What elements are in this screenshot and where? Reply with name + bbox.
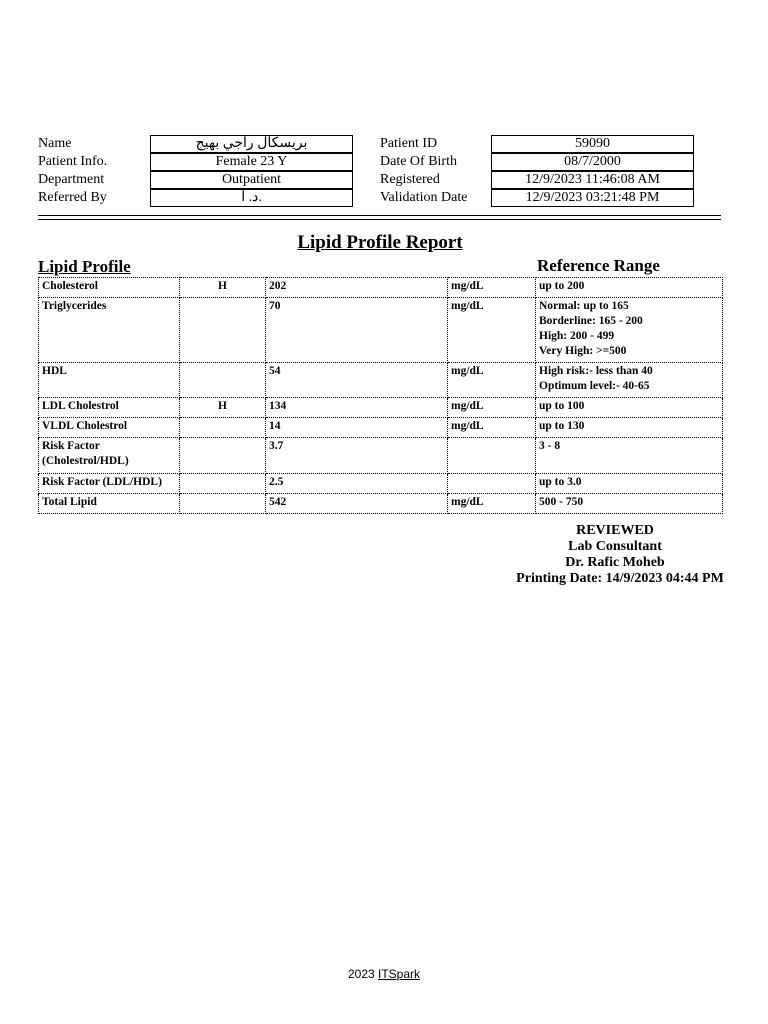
department-label: Department xyxy=(38,172,105,187)
flag-cell xyxy=(180,438,266,474)
reference-range-line: High: 200 - 499 xyxy=(539,330,615,342)
name-label: Name xyxy=(38,136,72,151)
dob-label: Date Of Birth xyxy=(380,154,457,169)
flag-cell: H xyxy=(180,278,266,298)
validation-date-label: Validation Date xyxy=(380,190,468,205)
report-title: Lipid Profile Report xyxy=(297,232,463,253)
registered-field: 12/9/2023 11:46:08 AM xyxy=(491,171,694,189)
referred-by-field: د. ا. xyxy=(150,189,353,207)
flag-cell xyxy=(180,418,266,438)
unit-cell: mg/dL xyxy=(448,298,536,363)
unit-cell xyxy=(448,438,536,474)
validation-date-field: 12/9/2023 03:21:48 PM xyxy=(491,189,694,207)
table-row xyxy=(39,474,723,494)
footer xyxy=(0,967,768,981)
reference-range-cell xyxy=(536,298,723,363)
patient-id-label: Patient ID xyxy=(380,136,438,151)
flag-cell xyxy=(180,298,266,363)
unit-cell: mg/dL xyxy=(448,418,536,438)
reference-range-line: Optimum level:- 40-65 xyxy=(539,380,650,392)
reference-range-line: 3 - 8 xyxy=(539,440,561,452)
registered-label: Registered xyxy=(380,172,440,187)
flag-cell xyxy=(180,363,266,398)
section-title: Lipid Profile xyxy=(38,257,131,276)
dob-field: 08/7/2000 xyxy=(491,153,694,171)
reference-range-line: up to 100 xyxy=(539,400,585,412)
header-divider-bottom xyxy=(38,219,721,220)
test-name-cell: LDL Cholestrol xyxy=(39,398,180,418)
table-row xyxy=(39,418,723,438)
reference-range-cell xyxy=(536,438,723,474)
unit-cell: mg/dL xyxy=(448,398,536,418)
table-row xyxy=(39,278,723,298)
result-value-cell: 14 xyxy=(266,418,448,438)
result-value-cell: 134 xyxy=(266,398,448,418)
reference-range-line: Normal: up to 165 xyxy=(539,300,629,312)
reference-range-line: up to 3.0 xyxy=(539,476,582,488)
result-value-cell: 2.5 xyxy=(266,474,448,494)
result-value-cell: 542 xyxy=(266,494,448,514)
test-name-cell: Risk Factor (LDL/HDL) xyxy=(39,474,180,494)
flag-cell: H xyxy=(180,398,266,418)
test-name-cell: HDL xyxy=(39,363,180,398)
consultant-name: Dr. Rafic Moheb xyxy=(565,555,665,570)
patient-info-field: Female 23 Y xyxy=(150,153,353,171)
reference-range-line: up to 130 xyxy=(539,420,585,432)
reference-range-line: Borderline: 165 - 200 xyxy=(539,315,643,327)
reference-range-line: 500 - 750 xyxy=(539,496,584,508)
footer-year: 2023 xyxy=(347,967,375,981)
unit-cell: mg/dL xyxy=(448,494,536,514)
patient-info-label: Patient Info. xyxy=(38,154,108,169)
unit-cell xyxy=(448,474,536,494)
table-row xyxy=(39,438,723,474)
consultant-role: Lab Consultant xyxy=(568,539,662,554)
results-table xyxy=(38,277,723,514)
printing-date: Printing Date: 14/9/2023 04:44 PM xyxy=(516,571,724,586)
table-row xyxy=(39,494,723,514)
test-name-cell: Total Lipid xyxy=(39,494,180,514)
test-name-cell: VLDL Cholestrol xyxy=(39,418,180,438)
reference-range-cell xyxy=(536,363,723,398)
table-row xyxy=(39,363,723,398)
referred-by-label: Referred By xyxy=(38,190,107,205)
table-row xyxy=(39,398,723,418)
reference-range-line: Very High: >=500 xyxy=(539,345,627,357)
test-name-cell: Triglycerides xyxy=(39,298,180,363)
reference-range-cell xyxy=(536,494,723,514)
unit-cell: mg/dL xyxy=(448,278,536,298)
flag-cell xyxy=(180,494,266,514)
patient-id-field: 59090 xyxy=(491,135,694,153)
test-name-cell: Risk Factor (Cholestrol/HDL) xyxy=(39,438,180,474)
reference-range-cell xyxy=(536,418,723,438)
review-status: REVIEWED xyxy=(576,523,654,538)
footer-brand-link[interactable]: ITSpark xyxy=(378,967,421,981)
result-value-cell: 54 xyxy=(266,363,448,398)
department-field: Outpatient xyxy=(150,171,353,189)
reference-range-line: up to 200 xyxy=(539,280,585,292)
result-value-cell: 202 xyxy=(266,278,448,298)
table-row xyxy=(39,298,723,363)
reference-range-cell xyxy=(536,398,723,418)
name-field: بريسكال راجي بهيج xyxy=(150,135,353,153)
reference-range-cell xyxy=(536,474,723,494)
result-value-cell: 70 xyxy=(266,298,448,363)
reference-range-line: High risk:- less than 40 xyxy=(539,365,653,377)
unit-cell: mg/dL xyxy=(448,363,536,398)
flag-cell xyxy=(180,474,266,494)
reference-range-cell xyxy=(536,278,723,298)
header-divider-top xyxy=(38,215,721,216)
test-name-cell: Cholesterol xyxy=(39,278,180,298)
reference-range-header: Reference Range xyxy=(537,256,660,275)
result-value-cell: 3.7 xyxy=(266,438,448,474)
